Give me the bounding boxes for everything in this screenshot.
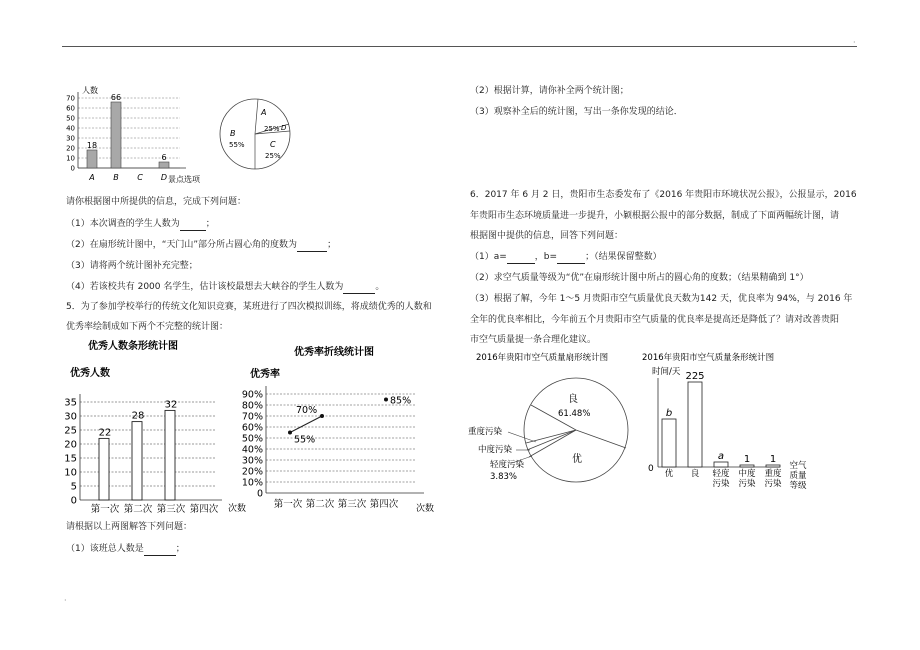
- c1-value-label: 66: [110, 93, 122, 102]
- c3-point: [288, 431, 292, 435]
- p5-q1-end: ；: [175, 544, 185, 554]
- c2-value-label: 22: [98, 427, 112, 439]
- c3-series-line: [290, 416, 322, 433]
- pie2-heavy-label: 重度污染: [468, 427, 503, 437]
- problem6-line2: 年贵阳市生态环境质量进一步提升，小颖根据公报中的部分数据，制成了下面两幅统计图，请: [470, 211, 840, 221]
- c3-title: 优秀率折线统计图: [294, 347, 374, 358]
- c2-ytick: 10: [64, 467, 77, 479]
- c4-category-label: 重度: [764, 469, 782, 479]
- left-q2: [66, 240, 336, 252]
- c3-ytick: 0: [256, 488, 263, 500]
- p6-q3-line3: 市空气质量提一条合理化建议。: [470, 335, 597, 345]
- c4-value-label: b: [665, 408, 673, 419]
- problem5-line1: 5．为了参加学校举行的传统文化知识竞赛，某班进行了四次模拟训练，将成绩优秀的人数和: [66, 302, 432, 312]
- c2-ytick: 0: [70, 495, 77, 507]
- left-q2-blank: [297, 240, 327, 252]
- c2-ytick: 20: [64, 439, 77, 451]
- c1-ylabel: 人数: [82, 86, 98, 95]
- c2-category-label: 第一次: [90, 504, 120, 515]
- c3-ytick: 30%: [241, 455, 263, 467]
- c1-ytick: 10: [66, 154, 75, 163]
- c4-value-label: 1: [769, 454, 777, 465]
- c3-value-label: 70%: [296, 405, 318, 416]
- p6-q1-mid: ，b=: [534, 252, 558, 262]
- attraction-bar-chart: [60, 84, 225, 188]
- c4-category-label: 良: [690, 469, 700, 479]
- c1-ytick: 50: [66, 114, 75, 123]
- left-q1-end: ；: [205, 219, 215, 229]
- excellent-rate-line-chart: [236, 337, 441, 517]
- c1-ytick: 0: [70, 164, 75, 173]
- c1-category-label: B: [113, 173, 119, 182]
- p6-q1-blank-b: [557, 252, 585, 264]
- c4-xlabel-line: 质量: [789, 471, 807, 481]
- p6-q1-end: ；（结果保留整数）: [585, 252, 662, 262]
- page-marker-right: ·: [853, 38, 856, 47]
- c4-value-label: 225: [685, 371, 705, 382]
- p6-q2: （2）求空气质量等级为“优”在扇形统计图中所占的圆心角的度数；（结果精确到 1°）: [470, 273, 809, 283]
- c4-category-label-line2: 污染: [712, 479, 730, 489]
- c4-category-label-line2: 污染: [738, 479, 756, 489]
- c4-category-label: 优: [664, 469, 674, 479]
- c3-category-label: 第四次: [369, 499, 399, 510]
- c4-bar: [662, 419, 676, 467]
- c4-zero: 0: [648, 464, 654, 474]
- c1-value-label: 6: [161, 153, 167, 162]
- left-q4: [66, 282, 384, 294]
- pie1-label-a: A: [261, 108, 267, 117]
- c2-ytick: 25: [64, 425, 77, 437]
- c2-ytick: 5: [70, 481, 77, 493]
- pie2-liang-pct: 61.48%: [558, 409, 591, 419]
- pie1-a-pct: 25%: [264, 125, 280, 133]
- c3-category-label: 第一次: [273, 499, 303, 510]
- problem5-line2: 优秀率绘制成如下两个不完整的统计图：: [66, 322, 229, 332]
- c4-bar: [766, 465, 780, 467]
- c4-value-label: 1: [743, 454, 751, 465]
- c3-ytick: 80%: [241, 400, 263, 412]
- c3-ytick: 50%: [241, 433, 263, 445]
- page-marker-left: ·: [64, 596, 67, 605]
- p5-q2: （2）根据计算，请你补全两个统计图；: [470, 86, 629, 96]
- p6-q3-line1: （3）根据了解，今年 1～5 月贵阳市空气质量优良天数为142 天，优良率为 94%，与 2016 年: [470, 294, 853, 304]
- pie2-liang-label: 良: [568, 394, 578, 405]
- header-rule: [62, 46, 857, 47]
- c1-category-label: D: [160, 173, 168, 182]
- excellent-count-bar-chart: [62, 337, 252, 517]
- c2-title: 优秀人数条形统计图: [88, 341, 178, 352]
- pie1-label-c: C: [270, 140, 276, 149]
- p5-q3: （3）观察补全后的统计图，写出一条你发现的结论．: [470, 107, 683, 117]
- c2-bar: [165, 410, 175, 500]
- c2-ytick: 35: [64, 397, 77, 409]
- c3-category-label: 第三次: [337, 499, 367, 510]
- pie2-light-label: 轻度污染: [490, 460, 525, 470]
- c2-category-label: 第三次: [156, 504, 186, 515]
- pie2-title: 2016年贵阳市空气质量扇形统计图: [476, 353, 609, 363]
- pie1-label-b: B: [230, 129, 236, 138]
- p6-q3-line2: 全年的优良率相比，今年前五个月贵阳市空气质量的优良率是提高还是降低了？请对改善贵阳: [470, 315, 840, 325]
- c1-ytick: 60: [66, 104, 75, 113]
- p5-q1: [66, 544, 185, 556]
- c4-xlabel-line: 等级: [789, 481, 807, 491]
- c4-category-label-line2: 污染: [764, 479, 782, 489]
- c3-value-label: 85%: [390, 395, 412, 407]
- c2-ytick: 15: [64, 453, 77, 465]
- c1-xlabel: 景点选项: [168, 175, 200, 184]
- c1-bar: [87, 150, 97, 168]
- after-charts-text: 请根据以上两图解答下列问题：: [66, 522, 193, 532]
- c1-ytick: 70: [66, 94, 75, 103]
- p6-q1-blank-a: [507, 252, 535, 264]
- c3-xlabel: 次数: [416, 504, 435, 514]
- c2-category-label: 第二次: [123, 504, 153, 515]
- c4-xlabel-line: 空气: [789, 461, 807, 471]
- problem6-line3: 根据图中提供的信息，回答下列问题：: [470, 231, 624, 241]
- left-intro: 请你根据图中所提供的信息，完成下列问题：: [66, 197, 247, 207]
- left-q2-end: ；: [327, 240, 337, 250]
- left-q3: （3）请将两个统计图补充完整；: [66, 261, 198, 271]
- c2-category-label: 第四次: [189, 504, 219, 515]
- left-q1-text: （1）本次调查的学生人数为: [66, 219, 180, 229]
- c1-ytick: 40: [66, 124, 75, 133]
- c3-ytick: 60%: [241, 422, 263, 434]
- c4-category-label: 中度: [738, 469, 756, 479]
- c4-bar: [714, 462, 728, 467]
- p5-q1-blank: [144, 544, 176, 556]
- c1-bar: [111, 102, 121, 168]
- left-q4-text: （4）若该校共有 2000 名学生，估计该校最想去大峡谷的学生人数为: [66, 282, 344, 292]
- c3-ytick: 90%: [241, 389, 263, 401]
- c1-ytick: 30: [66, 134, 75, 143]
- c4-value-label: a: [717, 451, 725, 462]
- c4-bar: [688, 382, 702, 467]
- c3-value-label: 55%: [294, 434, 316, 446]
- c2-value-label: 28: [131, 410, 145, 422]
- c2-xlabel: 次数: [228, 504, 247, 514]
- pie1-c-pct: 25%: [265, 152, 281, 160]
- c1-ytick: 20: [66, 144, 75, 153]
- left-q4-end: 。: [375, 282, 385, 292]
- c4-ylabel: 时间/天: [652, 367, 681, 377]
- c1-bar: [159, 162, 169, 168]
- c2-bar: [132, 422, 142, 500]
- problem6-line1: 6．2017 年 6 月 2 日，贵阳市生态委发布了《2016 年贵阳市环境状况公报》，公报显示，2016: [470, 190, 857, 200]
- p5-q1-text: （1）该班总人数是: [66, 544, 144, 554]
- p6-q1-text: （1）a=: [470, 252, 507, 262]
- c2-ytick: 30: [64, 411, 77, 423]
- c4-bar: [740, 465, 754, 467]
- c3-ytick: 20%: [241, 466, 263, 478]
- c3-ytick: 10%: [241, 477, 263, 489]
- c3-ylabel: 优秀率: [250, 369, 280, 380]
- c4-category-label: 轻度: [712, 469, 730, 479]
- c2-value-label: 32: [164, 399, 178, 411]
- left-q2-text: （2）在扇形统计图中，“天门山”部分所占圆心角的度数为: [66, 240, 298, 250]
- c1-category-label: C: [137, 173, 143, 182]
- p6-q1: [470, 252, 662, 264]
- pie2-mid-label: 中度污染: [478, 445, 513, 455]
- attraction-pie-chart: [215, 96, 295, 176]
- pie1-label-d: D: [281, 124, 287, 132]
- c2-bar: [99, 438, 109, 500]
- c3-ytick: 40%: [241, 444, 263, 456]
- c3-category-label: 第二次: [305, 499, 335, 510]
- left-q4-blank: [343, 282, 375, 294]
- c3-ytick: 70%: [241, 411, 263, 423]
- c2-ylabel: 优秀人数: [70, 368, 110, 379]
- left-q1: [66, 219, 215, 231]
- c1-category-label: A: [89, 173, 95, 182]
- pie2-light-pct: 3.83%: [490, 472, 518, 482]
- air-quality-pie-chart: [466, 350, 636, 492]
- c4-title: 2016年贵阳市空气质量条形统计图: [642, 353, 775, 363]
- c3-point: [384, 398, 388, 402]
- pie1-b-pct: 55%: [229, 141, 245, 149]
- c3-point: [320, 414, 324, 418]
- pie2-you-label: 优: [572, 454, 582, 465]
- left-q1-blank: [180, 219, 206, 231]
- air-quality-bar-chart: [640, 350, 820, 505]
- c1-value-label: 18: [86, 141, 98, 150]
